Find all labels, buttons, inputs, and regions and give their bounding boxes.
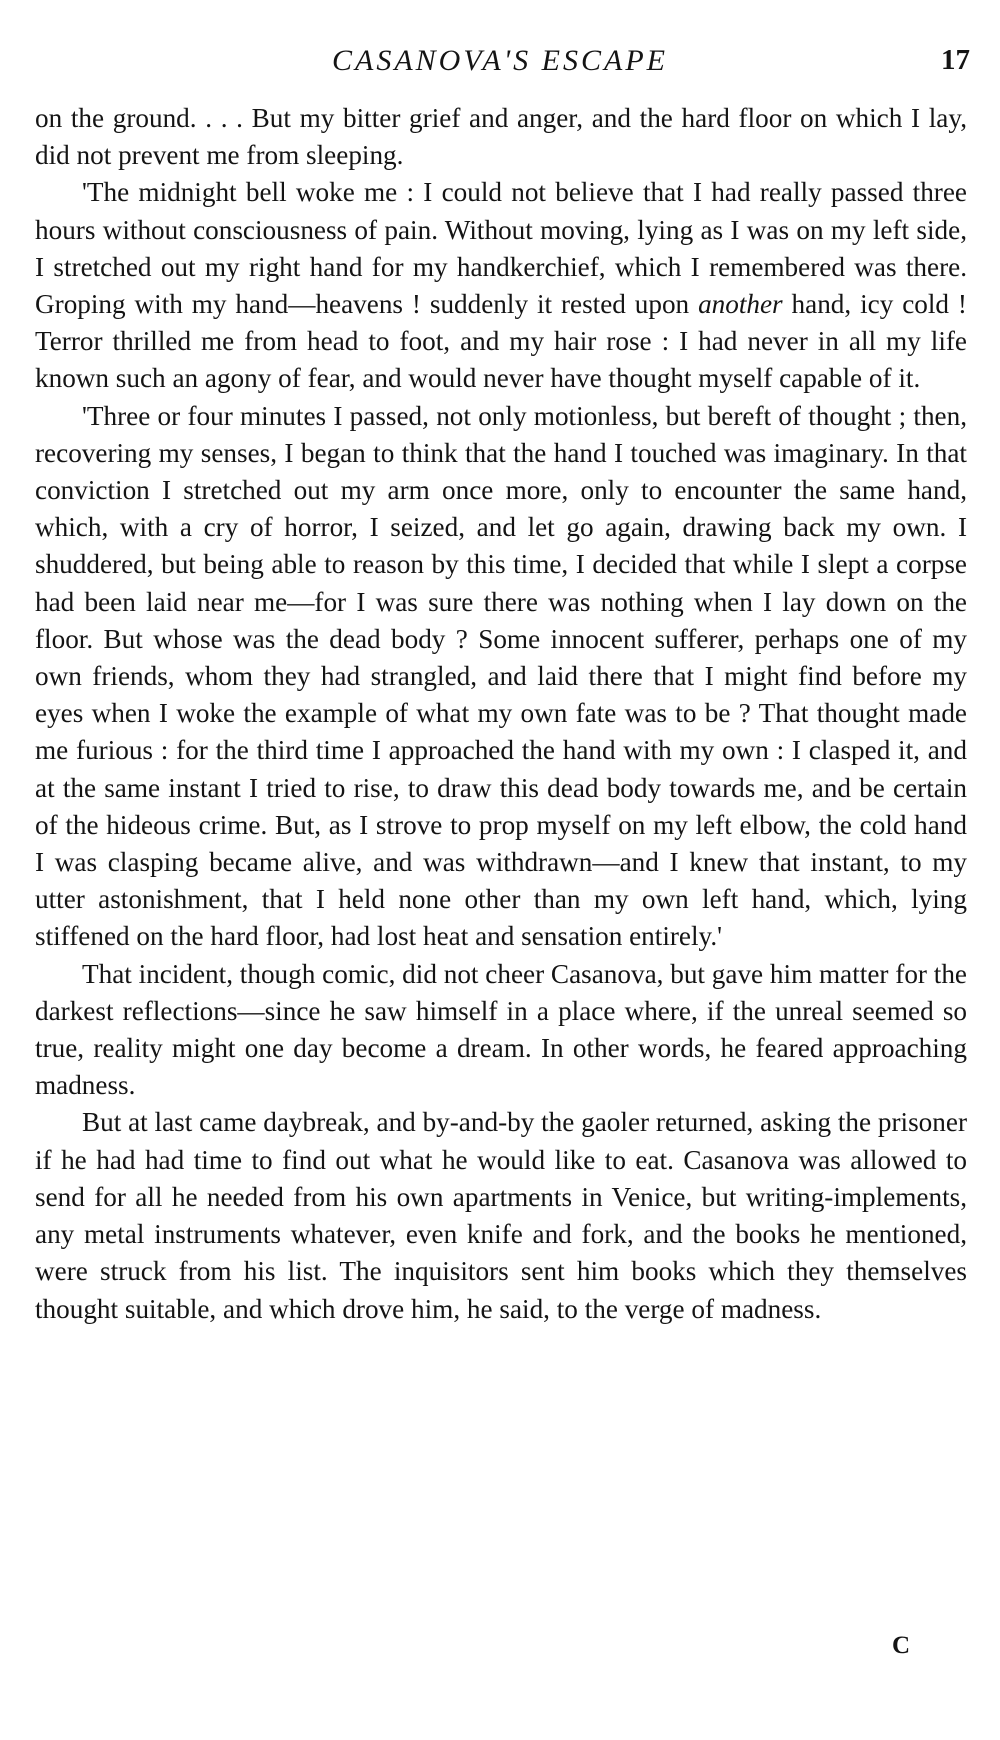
page-number: 17 <box>941 44 970 76</box>
paragraph-2: 'The midnight bell woke me : I could not believe that I had really passed three hours without consciousness of pain. Without moving, lying as I was on my left side, I stretched out my right hand for my handkerchief, which I remembered was there. Groping with my hand—heavens ! suddenly it rested upon another hand, icy cold ! Terror thrilled me from head to foot, and my hair rose : I had never in all my life known such an agony of fear, and would never have thought myself capable of it. <box>35 177 967 394</box>
paragraph-5: But at last came daybreak, and by-and-by the gaoler returned, asking the prisoner if he had had time to find out what he would like to eat. Casanova was allowed to send for all he needed from his own apartments in Venice, but writing-implements, any metal instruments whatever, even knife and fork, and the books he mentioned, were struck from his list. The inquisitors sent him books which they themselves thought suitable, and which drove him, he said, to the verge of madness. <box>35 1107 967 1324</box>
body-text <box>35 100 967 1328</box>
paragraph-3: 'Three or four minutes I passed, not only motionless, but bereft of thought ; then, recovering my senses, I began to think that the hand I touched was imaginary. In that conviction I stretched out my arm once more, only to encounter the same hand, which, with a cry of horror, I seized, and let go again, drawing back my own. I shuddered, but being able to reason by this time, I decided that while I slept a corpse had been laid near me—for I was sure there was nothing when I lay down on the floor. But whose was the dead body ? Some innocent sufferer, perhaps one of my own friends, whom they had strangled, and laid there that I might find before my eyes when I woke the example of what my own fate was to be ? That thought made me furious : for the third time I approached the hand with my own : I clasped it, and at the same instant I tried to rise, to draw this dead body towards me, and be certain of the hideous crime. But, as I strove to prop myself on my left elbow, the cold hand I was clasping became alive, and was withdrawn—and I knew that instant, to my utter astonishment, that I held none other than my own left hand, which, lying stiffened on the hard floor, had lost heat and sensation entirely.' <box>35 400 967 952</box>
running-title: CASANOVA'S ESCAPE <box>332 44 668 77</box>
paragraph-4: That incident, though comic, did not cheer Casanova, but gave him matter for the darkest reflections—since he saw himself in a place where, if the unreal seemed so true, reality might one day become a dream. In other words, he feared approaching madness. <box>35 958 967 1101</box>
emphasized-word: another <box>698 289 783 320</box>
signature-mark: C <box>892 1632 911 1659</box>
running-head <box>30 44 970 84</box>
paragraph-1: on the ground. . . . But my bitter grief and anger, and the hard floor on which I lay, did not prevent me from sleeping. <box>35 103 967 171</box>
